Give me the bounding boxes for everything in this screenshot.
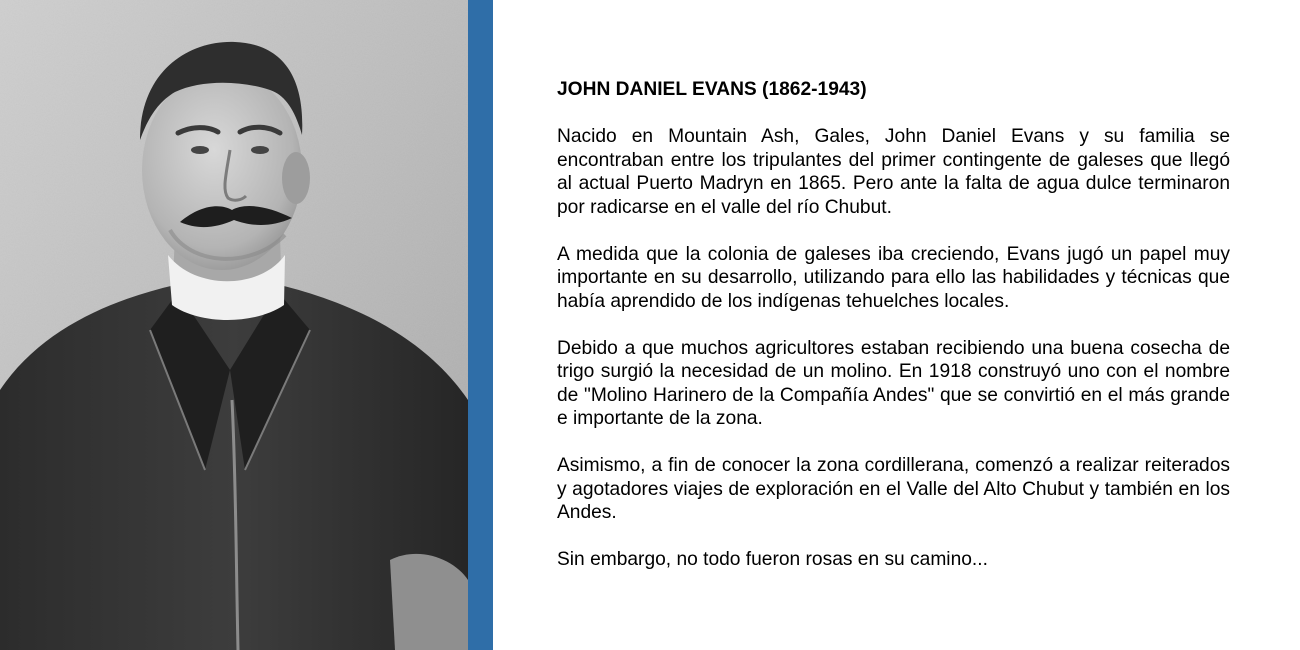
paragraph-origin: Nacido en Mountain Ash, Gales, John Daniel Evans y su familia se encontraban entre los tripulantes del primer contingente de galeses que llegó al actual Puerto Madryn en 1865. Pero ante la falta de agua dulce terminaron por radicarse en el valle del río Chubut.	[557, 126, 1230, 218]
portrait-illustration	[0, 0, 468, 650]
article-title: JOHN DANIEL EVANS (1862-1943)	[557, 79, 867, 100]
paragraph-colony-role: A medida que la colonia de galeses iba creciendo, Evans jugó un papel muy importante en su desarrollo, utilizando para ello las habilidades y técnicas que había aprendido de los indígenas tehuelches locales.	[557, 243, 1230, 312]
accent-bar	[468, 0, 493, 650]
paragraph-mill: Debido a que muchos agricultores estaban recibiendo una buena cosecha de trigo surgió la necesidad de un molino. En 1918 construyó uno con el nombre de "Molino Harinero de la Compañía Andes" que se convirtió en el más grande e importante de la zona.	[557, 337, 1230, 429]
paragraph-expeditions: Asimismo, a fin de conocer la zona cordillerana, comenzó a realizar reiterados y agotadores viajes de exploración en el Valle del Alto Chubut y también en los Andes.	[557, 455, 1230, 523]
paragraph-closing: Sin embargo, no todo fueron rosas en su camino...	[557, 549, 988, 570]
portrait-photo	[0, 0, 468, 650]
article-text	[557, 78, 1230, 572]
